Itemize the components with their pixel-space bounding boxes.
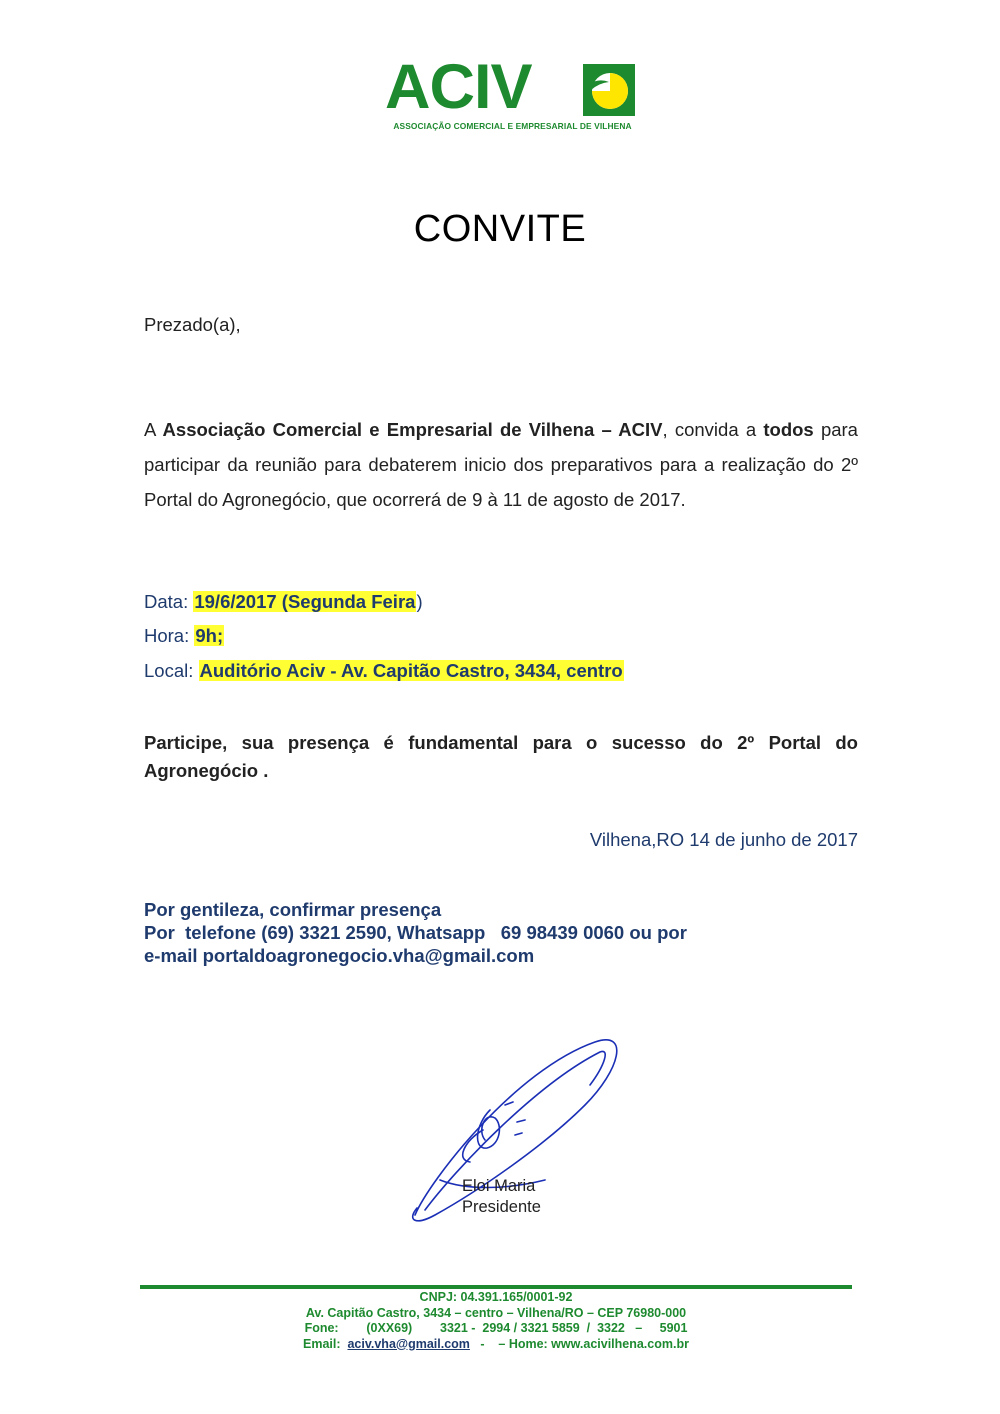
place-value: Auditório Aciv - Av. Capitão Castro, 3434, centro [199,660,623,681]
footer-address: Av. Capitão Castro, 3434 – centro – Vilhena/RO – CEP 76980-000 [305,1305,687,1320]
footer-cnpj: CNPJ: 04.391.165/0001-92 [419,1290,573,1304]
sun-logo-icon [583,64,635,116]
date-value: 19/6/2017 (Segunda Feira [194,591,416,612]
body-text-part: para participar da reunião para debaterem inicio dos preparativos para a realização do 2º Portal do Agronegócio, que ocorrerá de 9 à 11 de agosto de 2017. [144,419,858,510]
invitation-paragraph [144,412,858,517]
date-label: Data: [144,591,194,612]
organization-name: Associação Comercial e Empresarial de Vilhena – ACIV [162,419,663,440]
rsvp-line: Por gentileza, confirmar presença [144,899,442,920]
date-suffix: ) [416,591,423,612]
signatory-role: Presidente [462,1198,541,1216]
event-time-row [144,625,224,647]
footer-email-link[interactable]: aciv.vha@gmail.com [347,1336,470,1351]
closing-statement: Participe, sua presença é fundamental para o sucesso do 2º Portal do Agronegócio . [144,732,858,781]
footer-phone: Fone: (0XX69) 3321 - 2994 / 3321 5859 / 3322 – 5901 [304,1321,688,1335]
logo-tagline: ASSOCIAÇÃO COMERCIAL E EMPRESARIAL DE VILHENA [393,121,632,131]
body-text-part: A [144,419,163,440]
rsvp-block [144,898,687,967]
signatory-name: Eloi Maria [462,1177,536,1195]
rsvp-line: e-mail portaldoagronegocio.vha@gmail.com [144,945,535,966]
event-date-row [144,591,423,613]
footer-divider [140,1285,852,1289]
body-text-part: , convida a [662,419,764,440]
place-and-date: Vilhena,RO 14 de junho de 2017 [589,829,858,850]
footer-contact [140,1337,852,1353]
aciv-logo [385,52,640,138]
greeting: Prezado(a), [144,314,241,335]
audience-emphasis: todos [763,419,814,440]
time-label: Hora: [144,625,195,646]
footer [140,1290,852,1352]
footer-email-label: Email: [303,1336,348,1351]
footer-home: - – Home: www.acivilhena.com.br [469,1336,689,1351]
document-title: CONVITE [413,208,587,250]
time-value: 9h; [195,625,224,646]
signatory [462,1176,541,1218]
place-label: Local: [144,660,199,681]
event-location-row [144,660,624,682]
rsvp-line: Por telefone (69) 3321 2590, Whatsapp 69 98439 0060 ou por [144,922,687,943]
logo-wordmark: ACIV [385,52,532,122]
